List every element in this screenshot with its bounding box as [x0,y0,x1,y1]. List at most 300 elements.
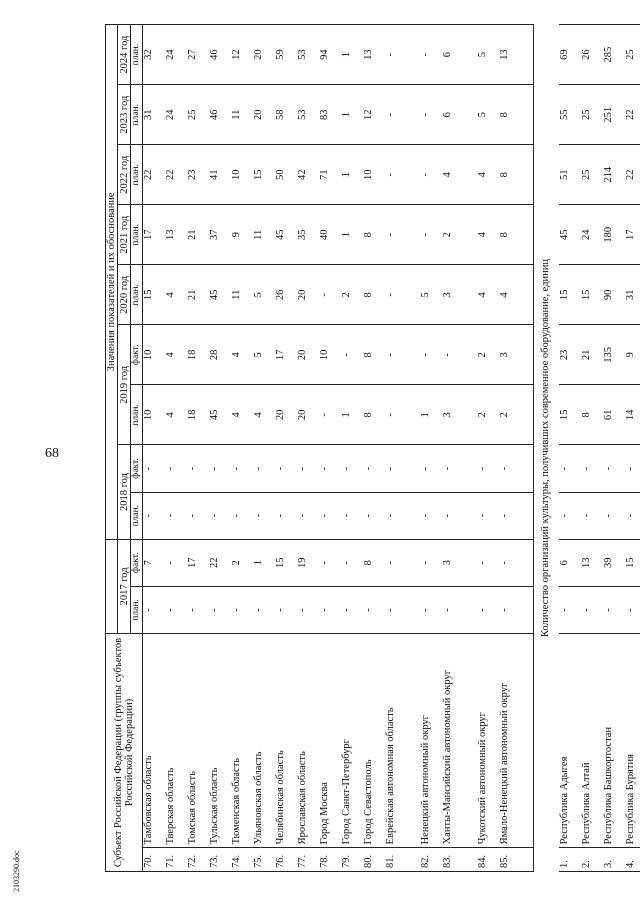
table-row [187,25,209,872]
value-2018-fact: - [319,445,341,492]
value-2018-fact: - [297,445,319,492]
value-2019-plan: 15 [559,385,581,445]
value-2018-fact: - [385,445,420,492]
value-2022-plan: 15 [253,145,275,205]
value-2017-fact: 13 [581,539,603,586]
row-number: 74. [231,848,253,872]
subject-name: Город Москва [319,634,341,848]
plan-header: план. [131,265,143,325]
value-2019-plan: 14 [625,385,640,445]
value-2017-plan: - [253,586,275,633]
table-row [420,25,442,872]
page-number: 68 [45,446,59,461]
value-2021-plan: 2 [442,205,477,265]
value-2024-plan: 25 [625,25,640,85]
value-2020-plan: 4 [477,265,499,325]
subject-name: Тамбовская область [143,634,165,848]
value-2017-plan: - [363,586,385,633]
row-number: 77. [297,848,319,872]
value-2019-fact: 20 [297,325,319,385]
value-2020-plan: 26 [275,265,297,325]
value-2024-plan: - [385,25,420,85]
value-2019-fact: - [341,325,363,385]
value-2021-plan: 1 [341,205,363,265]
value-2019-fact: 10 [319,325,341,385]
value-2024-plan: 26 [581,25,603,85]
value-2021-plan: 4 [477,205,499,265]
row-number: 75. [253,848,275,872]
value-2018-plan: - [231,492,253,539]
value-2017-plan: - [231,586,253,633]
value-2017-fact: 3 [442,539,477,586]
value-2020-plan: - [319,265,341,325]
value-2019-fact: - [385,325,420,385]
value-2019-fact: - [442,325,477,385]
value-2018-fact: - [231,445,253,492]
value-2020-plan: 45 [209,265,231,325]
value-2020-plan: 3 [442,265,477,325]
row-number: 73. [209,848,231,872]
value-2021-plan: 17 [625,205,640,265]
value-2020-plan: - [385,265,420,325]
section-row [534,25,560,872]
subject-name: Челябинская область [275,634,297,848]
value-2017-fact: 19 [297,539,319,586]
subject-name: Ульяновская область [253,634,275,848]
table-row [341,25,363,872]
value-2018-plan: - [341,492,363,539]
value-2024-plan: 6 [442,25,477,85]
value-2018-fact: - [603,445,625,492]
value-2018-fact: - [442,445,477,492]
fact-header: факт. [131,325,143,385]
value-2018-fact: - [341,445,363,492]
row-number: 1. [559,848,581,872]
value-2022-plan: 22 [165,145,187,205]
value-2018-plan: - [363,492,385,539]
value-2024-plan: 12 [231,25,253,85]
header-spacer [106,539,118,633]
value-2020-plan: 90 [603,265,625,325]
value-2022-plan: - [420,145,442,205]
value-2021-plan: 37 [209,205,231,265]
value-2020-plan: 4 [165,265,187,325]
value-2017-fact: - [499,539,534,586]
value-2019-fact: - [420,325,442,385]
value-2019-plan: 3 [442,385,477,445]
value-2017-plan: - [385,586,420,633]
table-rotated-container [105,24,636,872]
row-number: 3. [603,848,625,872]
value-2023-plan: 24 [165,85,187,145]
section-title: Количество организаций культуры, получивших современное оборудование, единиц [534,25,560,872]
value-2023-plan: 11 [231,85,253,145]
value-2020-plan: 15 [143,265,165,325]
value-2018-plan: - [253,492,275,539]
value-2021-plan: - [420,205,442,265]
value-2023-plan: 12 [363,85,385,145]
value-2020-plan: 8 [363,265,385,325]
value-2017-plan: - [275,586,297,633]
value-2021-plan: 13 [165,205,187,265]
plan-header: план. [131,85,143,145]
value-2022-plan: 8 [499,145,534,205]
value-2020-plan: 20 [297,265,319,325]
value-2024-plan: 69 [559,25,581,85]
value-2024-plan: 53 [297,25,319,85]
plan-header: план. [131,205,143,265]
value-2017-fact: - [341,539,363,586]
value-2017-plan: - [442,586,477,633]
value-2018-plan: - [187,492,209,539]
year-2018-header: 2018 год [118,445,131,539]
value-2018-fact: - [187,445,209,492]
value-2019-fact: 21 [581,325,603,385]
value-2017-plan: - [297,586,319,633]
value-2019-fact: 23 [559,325,581,385]
value-2019-plan: 45 [209,385,231,445]
value-2017-plan: - [625,586,640,633]
value-2019-plan: 2 [499,385,534,445]
value-2019-plan: 4 [231,385,253,445]
table-row [363,25,385,872]
value-2018-plan: - [297,492,319,539]
value-2019-fact: 18 [187,325,209,385]
value-2020-plan: 5 [253,265,275,325]
value-2019-fact: 2 [477,325,499,385]
year-2023-header: 2023 год [118,85,131,145]
value-2017-plan: - [341,586,363,633]
subject-name: Ханты-Мансийский автономный округ [442,634,477,848]
value-2021-plan: 24 [581,205,603,265]
subject-name: Тюменская область [231,634,253,848]
value-2023-plan: 8 [499,85,534,145]
value-2019-plan: 2 [477,385,499,445]
value-2021-plan: 45 [275,205,297,265]
value-2022-plan: 22 [625,145,640,205]
value-2021-plan: 8 [363,205,385,265]
value-2023-plan: 1 [341,85,363,145]
subject-name: Ярославская область [297,634,319,848]
value-2021-plan: 17 [143,205,165,265]
value-2022-plan: 42 [297,145,319,205]
value-2018-plan: - [499,492,534,539]
value-2023-plan: 25 [581,85,603,145]
subject-name: Республика Бурятия [625,634,640,848]
value-2018-plan: - [143,492,165,539]
value-2020-plan: 11 [231,265,253,325]
value-2021-plan: 35 [297,205,319,265]
value-2017-plan: - [477,586,499,633]
table-row [477,25,499,872]
value-2023-plan: 46 [209,85,231,145]
row-number: 83. [442,848,477,872]
table-row [319,25,341,872]
value-2018-plan: - [385,492,420,539]
value-2022-plan: 71 [319,145,341,205]
value-2019-fact: 3 [499,325,534,385]
subject-name: Ненецкий автономный округ [420,634,442,848]
value-2020-plan: 15 [581,265,603,325]
table-body [143,25,640,872]
value-2024-plan: 5 [477,25,499,85]
value-2019-fact: 17 [275,325,297,385]
year-2019-header: 2019 год [118,325,131,445]
subject-name: Томская область [187,634,209,848]
value-2023-plan: 31 [143,85,165,145]
value-2022-plan: 4 [477,145,499,205]
table-row [603,25,625,872]
value-2023-plan: 55 [559,85,581,145]
subject-header: Субъект Российской Федерации (группы субъектов Российской Федерации) [106,634,143,872]
value-2022-plan: 10 [363,145,385,205]
table-row [231,25,253,872]
value-2018-plan: - [559,492,581,539]
subject-name: Тверская область [165,634,187,848]
value-2018-fact: - [275,445,297,492]
year-2020-header: 2020 год [118,265,131,325]
value-2019-plan: 20 [275,385,297,445]
value-2017-fact: 15 [275,539,297,586]
subject-name: Город Севастополь [363,634,385,848]
value-2024-plan: 285 [603,25,625,85]
value-2019-fact: 10 [143,325,165,385]
table-row [442,25,477,872]
plan-header: план. [131,586,143,633]
values-group-header: Значения показателей и их обоснование [106,25,118,540]
value-2022-plan: 4 [442,145,477,205]
value-2021-plan: - [385,205,420,265]
value-2023-plan: 5 [477,85,499,145]
table-row [499,25,534,872]
value-2020-plan: 2 [341,265,363,325]
value-2024-plan: 32 [143,25,165,85]
value-2019-fact: 9 [625,325,640,385]
year-2021-header: 2021 год [118,205,131,265]
fact-header: факт. [131,539,143,586]
value-2021-plan: 9 [231,205,253,265]
value-2024-plan: 94 [319,25,341,85]
subject-name: Республика Адыгея [559,634,581,848]
value-2018-fact: - [499,445,534,492]
value-2018-plan: - [625,492,640,539]
value-2020-plan: 31 [625,265,640,325]
table-row [253,25,275,872]
value-2021-plan: 45 [559,205,581,265]
indicators-table [105,24,640,872]
value-2024-plan: 20 [253,25,275,85]
value-2018-plan: - [165,492,187,539]
value-2017-fact: 2 [231,539,253,586]
value-2017-fact: 7 [143,539,165,586]
value-2019-plan: 1 [420,385,442,445]
value-2017-plan: - [581,586,603,633]
value-2019-fact: 4 [231,325,253,385]
value-2018-fact: - [559,445,581,492]
value-2023-plan: 20 [253,85,275,145]
table-row [143,25,165,872]
table-row [165,25,187,872]
value-2019-plan: 1 [341,385,363,445]
value-2021-plan: 21 [187,205,209,265]
value-2022-plan: 50 [275,145,297,205]
value-2017-fact: - [477,539,499,586]
value-2023-plan: 6 [442,85,477,145]
value-2018-plan: - [275,492,297,539]
value-2017-fact: 15 [625,539,640,586]
value-2024-plan: 13 [363,25,385,85]
value-2019-plan: 20 [297,385,319,445]
row-number: 72. [187,848,209,872]
value-2017-fact: 8 [363,539,385,586]
value-2017-plan: - [209,586,231,633]
value-2024-plan: 13 [499,25,534,85]
row-number: 70. [143,848,165,872]
year-2024-header: 2024 год [118,25,131,85]
subject-name: Республика Алтай [581,634,603,848]
value-2017-fact: - [319,539,341,586]
value-2017-plan: - [319,586,341,633]
value-2018-fact: - [165,445,187,492]
value-2018-fact: - [209,445,231,492]
value-2019-plan: - [319,385,341,445]
value-2018-fact: - [477,445,499,492]
value-2017-plan: - [143,586,165,633]
value-2023-plan: 58 [275,85,297,145]
table-row [275,25,297,872]
value-2021-plan: 180 [603,205,625,265]
value-2018-plan: - [581,492,603,539]
value-2019-fact: 28 [209,325,231,385]
subject-name: Еврейская автономная область [385,634,420,848]
table-row [559,25,581,872]
year-2017-header: 2017 год [118,539,131,633]
value-2022-plan: 22 [143,145,165,205]
row-number: 79. [341,848,363,872]
table-row [581,25,603,872]
value-2017-plan: - [603,586,625,633]
value-2017-plan: - [165,586,187,633]
row-number: 81. [385,848,420,872]
value-2017-plan: - [187,586,209,633]
value-2018-fact: - [420,445,442,492]
table-row [385,25,420,872]
row-number: 80. [363,848,385,872]
value-2024-plan: 27 [187,25,209,85]
year-2022-header: 2022 год [118,145,131,205]
value-2018-plan: - [319,492,341,539]
value-2023-plan: 53 [297,85,319,145]
value-2022-plan: 214 [603,145,625,205]
value-2017-fact: - [385,539,420,586]
value-2019-plan: 8 [581,385,603,445]
row-number: 85. [499,848,534,872]
value-2018-plan: - [477,492,499,539]
value-2022-plan: 1 [341,145,363,205]
value-2023-plan: - [385,85,420,145]
value-2022-plan: - [385,145,420,205]
value-2017-fact: - [420,539,442,586]
fact-header: факт. [131,445,143,492]
row-number: 2. [581,848,603,872]
value-2023-plan: - [420,85,442,145]
table-row [625,25,640,872]
subject-name: Ямало-Ненецкий автономный округ [499,634,534,848]
table-row [209,25,231,872]
row-number: 82. [420,848,442,872]
value-2017-fact: 22 [209,539,231,586]
plan-header: план. [131,25,143,85]
value-2019-plan: 4 [165,385,187,445]
value-2018-fact: - [363,445,385,492]
value-2019-plan: 61 [603,385,625,445]
value-2023-plan: 22 [625,85,640,145]
value-2017-fact: - [165,539,187,586]
value-2019-fact: 8 [363,325,385,385]
value-2024-plan: 24 [165,25,187,85]
plan-header: план. [131,492,143,539]
value-2023-plan: 251 [603,85,625,145]
value-2024-plan: 46 [209,25,231,85]
table-row [297,25,319,872]
value-2017-fact: 39 [603,539,625,586]
document-code: 2103290.doc [12,850,21,892]
value-2022-plan: 51 [559,145,581,205]
value-2018-plan: - [420,492,442,539]
value-2020-plan: 21 [187,265,209,325]
row-number: 71. [165,848,187,872]
value-2023-plan: 25 [187,85,209,145]
value-2017-plan: - [559,586,581,633]
value-2019-plan: 8 [363,385,385,445]
value-2017-fact: 6 [559,539,581,586]
value-2024-plan: 1 [341,25,363,85]
value-2017-plan: - [499,586,534,633]
row-number: 76. [275,848,297,872]
value-2017-fact: 17 [187,539,209,586]
value-2023-plan: 83 [319,85,341,145]
value-2022-plan: 41 [209,145,231,205]
value-2018-fact: - [581,445,603,492]
value-2018-plan: - [603,492,625,539]
value-2022-plan: 23 [187,145,209,205]
value-2018-fact: - [143,445,165,492]
value-2019-plan: - [385,385,420,445]
subject-name: Чукотский автономный округ [477,634,499,848]
value-2019-fact: 4 [165,325,187,385]
value-2019-plan: 4 [253,385,275,445]
value-2020-plan: 4 [499,265,534,325]
value-2021-plan: 11 [253,205,275,265]
value-2024-plan: 59 [275,25,297,85]
row-number: 78. [319,848,341,872]
value-2018-plan: - [209,492,231,539]
value-2022-plan: 25 [581,145,603,205]
value-2021-plan: 40 [319,205,341,265]
subject-name: Тульская область [209,634,231,848]
value-2024-plan: - [420,25,442,85]
value-2019-fact: 5 [253,325,275,385]
value-2018-plan: - [442,492,477,539]
value-2019-plan: 18 [187,385,209,445]
subject-name: Республика Башкортостан [603,634,625,848]
plan-header: план. [131,385,143,445]
value-2019-plan: 10 [143,385,165,445]
value-2022-plan: 10 [231,145,253,205]
value-2018-fact: - [625,445,640,492]
value-2020-plan: 15 [559,265,581,325]
value-2017-plan: - [420,586,442,633]
